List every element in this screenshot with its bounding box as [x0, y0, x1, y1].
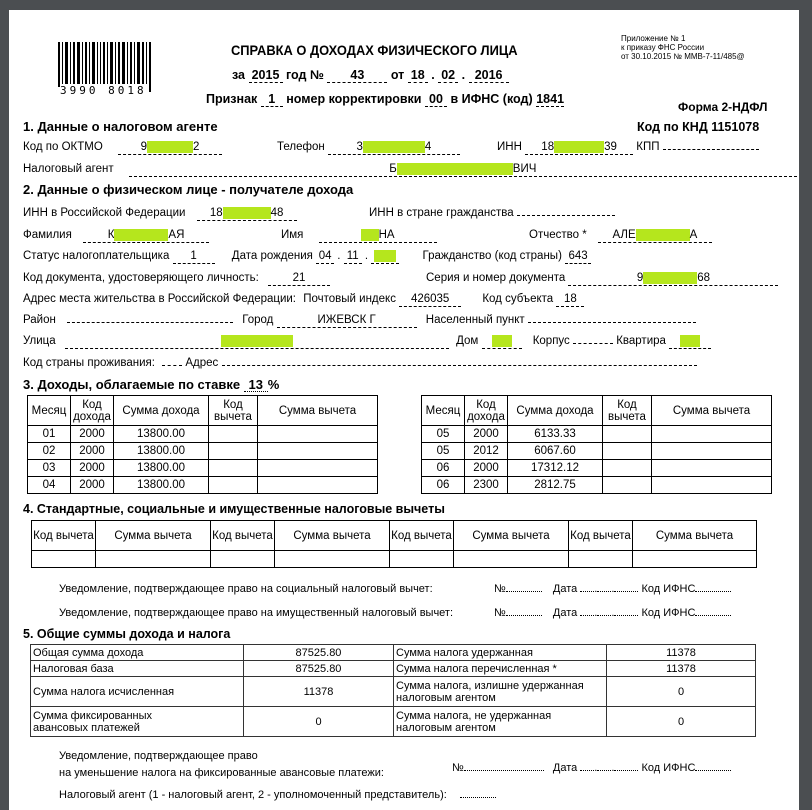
table-row: 04 2000 13800.00	[28, 477, 378, 494]
section4-title: 4. Стандартные, социальные и имущественные налоговые вычеты	[23, 502, 445, 516]
barcode-number: 3990 8018	[60, 84, 147, 97]
region-field: 18	[556, 293, 584, 307]
property-notice-row: Уведомление, подтверждающее право на имущественный налоговый вычет:	[59, 607, 454, 619]
sign-field: 1	[261, 93, 283, 107]
foreign-address-field	[222, 365, 697, 366]
social-ifns-field	[695, 591, 731, 592]
inn-rf-row: ИНН в Российской Федерации 18 48	[23, 207, 297, 221]
table-row: 05 2012 6067.60	[422, 443, 772, 460]
street-row: Улица Дом Корпус Квартира	[23, 335, 711, 349]
table-row: 03 2000 13800.00	[28, 460, 378, 477]
agent-type-field	[460, 797, 496, 798]
country-field	[162, 365, 182, 366]
section2-title: 2. Данные о физическом лице - получателе дохода	[23, 182, 354, 197]
advance-date-field	[614, 770, 638, 771]
oktmo-field: 9 2	[118, 141, 222, 155]
date-month-field: 02	[438, 69, 458, 83]
name-field: НА	[319, 229, 437, 243]
district-field	[67, 322, 233, 323]
citizenship-field: 643	[565, 250, 591, 264]
appendix-note: Приложение № 1 к приказу ФНС России от 30.10.2015 № ММВ-7-11/485@	[621, 34, 745, 61]
birth-month-field: 11	[344, 250, 362, 264]
section3-title: 3. Доходы, облагаемые по ставке 13 %	[23, 377, 280, 392]
country-row: Код страны проживания: Адрес	[23, 357, 697, 369]
kpp-field	[663, 149, 759, 150]
doc-row: Код документа, удостоверяющего личность: 21	[23, 272, 330, 286]
agent-name-field: Б ВИЧ	[129, 163, 797, 177]
table-row: Сумма налога исчисленная 11378 Сумма налога, излишне удержанная налоговым агентом 0	[31, 677, 756, 707]
agent-name-row: Налоговый агент Б ВИЧ	[23, 163, 797, 177]
number-field: 43	[327, 69, 387, 83]
city-field: ИЖЕВСК Г	[277, 314, 417, 328]
status-row: Статус налогоплательщика 1 Дата рождения 04 . 11 . Гражданство (код страны) 643	[23, 250, 591, 264]
section1-title: 1. Данные о налоговом агенте	[23, 119, 218, 134]
table-row: Общая сумма дохода 87525.80 Сумма налога удержанная 11378	[31, 645, 756, 661]
status-field: 1	[173, 250, 215, 264]
income-table-right: Месяц Код дохода Сумма дохода Код вычета Сумма вычета 05 2000 6133.33 05 2012 6067.60 06 2000 17312.12 06 2300 2812.75	[421, 395, 772, 494]
birth-year-field	[371, 250, 399, 264]
doc-series-field: 9 68	[568, 272, 778, 286]
patronymic-row: Отчество * АЛЕ А	[529, 229, 712, 243]
ifns-field: 1841	[536, 92, 565, 106]
correction-field: 00	[425, 93, 447, 107]
flat-field	[669, 335, 711, 349]
table-row: 01 2000 13800.00	[28, 426, 378, 443]
table-row: 05 2000 6133.33	[422, 426, 772, 443]
advance-ifns-field	[695, 770, 731, 771]
doc-series-row: Серия и номер документа 9 68	[426, 272, 778, 286]
phone-field: 3 4	[328, 141, 460, 155]
phone-row: Телефон 3 4	[277, 141, 460, 155]
locality-field	[528, 322, 696, 323]
house-field	[482, 335, 522, 349]
property-ifns-field	[695, 615, 731, 616]
header-sign-line: Признак 1 номер корректировки 00 в ИФНС (код) 1841	[206, 92, 565, 106]
patronymic-field: АЛЕ А	[598, 229, 712, 243]
oktmo-row: Код по ОКТМО 9 2	[23, 141, 222, 155]
agent-inn-row: ИНН 18 39 КПП	[497, 141, 759, 155]
table-row: Сумма фиксированных авансовых платежей 0 Сумма налога, не удержанная налоговым агентом 0	[31, 707, 756, 737]
advance-notice: Уведомление, подтверждающее право на уменьшение налога на фиксированные авансовые платежи:	[59, 750, 384, 779]
property-date-field	[614, 615, 638, 616]
property-no-field	[506, 615, 542, 616]
doc-code-field: 21	[268, 272, 330, 286]
street-field	[65, 335, 449, 349]
table-row: 06 2000 17312.12	[422, 460, 772, 477]
inn-foreign-field	[517, 215, 615, 216]
header-year-line: за 2015 год № 43 от 18 . 02 . 2016	[232, 68, 509, 83]
name-row: Имя НА	[281, 229, 437, 243]
agent-type-row: Налоговый агент (1 - налоговый агент, 2 - уполномоченный представитель):	[59, 789, 496, 801]
document-page: 3990 8018 СПРАВКА О ДОХОДАХ ФИЗИЧЕСКОГО ЛИЦА за 2015 год № 43 от 18 . 02 . 2016 Признак 1 номер корректировки 00 в ИФНС (код) 1841 Приложение № 1 к приказу ФНС России от 30.10.2015 № ММВ-7-11/485@ Форма 2-НДФЛ Код по КНД 1151078 1. Данные о налоговом агенте Код по ОКТМО 9 2 Телефон 3 4 ИНН 18 39 КПП Налоговый агент Б ВИЧ 2. Данные о физическом лице - получателе дохода ИНН в Российской Федерации 18 48 ИНН в стране гражданства Фамилия К АЯ Имя НА Отчество * АЛЕ А Статус налогоплательщика 1 Дата рождения 04 . 11 . Гражданство (код страны) 643 Код документа, удостоверяющего личность: 21 Серия и номер документа 9 68 Адрес места жительства в Российской Федерации: Почтовый индекс 426035 Код субъекта 18 Район Город ИЖЕВСК Г Населенный пункт Улица Дом Корпус Квартира Код страны проживания: Адрес 3. Доходы, облагаемые по ставке 13 % Месяц Код дохода Сумма дохода Код вычета Сумма вычета 01 2000 13800.00 02 2000 13800.00 03 2000 13800.00 04 2000 13800.00 Месяц Код дохода Сумма дохода Код вычета Сумма вычета 05 2000 6133.33 05 2012 6067.60 06 2000 17312.12 06 2300 2812.75 4. Стандартные, социальные и имущественные налоговые вычеты Код вычета Сумма вычета Код вычета Сумма вычета Код вычета Сумма вычета Код вычета Сумма вычета Уведомление, подтверждающее право на социальный налоговый вычет: № Дата . . Код ИФНС Уведомление, подтверждающее право на имущественный налоговый вычет: № Дата . . Код ИФНС 5. Общие суммы дохода и налога Общая сумма дохода 87525.80 Сумма налога удержанная 11378 Налоговая база 87525.80 Сумма налога перечисленная * 11378 Сумма налога исчисленная 11378 Сумма налога, излишне удержанная налоговым агентом 0 Сумма фиксированных авансовых платежей 0 Сумма налога, не удержанная налоговым агентом 0 Уведомление, подтверждающее право на уменьшение налога на фиксированные авансовые платежи: № Дата . . Код ИФНС Налоговый агент (1 - налоговый агент, 2 - уполномоченный представитель):	[9, 10, 799, 810]
inn-rf-field: 18 48	[197, 207, 297, 221]
social-notice-row: Уведомление, подтверждающее право на социальный налоговый вычет:	[59, 583, 433, 595]
knd-code: Код по КНД 1151078	[637, 120, 760, 134]
table-row: 06 2300 2812.75	[422, 477, 772, 494]
table-row: Налоговая база 87525.80 Сумма налога перечисленная * 11378	[31, 661, 756, 677]
surname-field: К АЯ	[83, 229, 209, 243]
document-title: СПРАВКА О ДОХОДАХ ФИЗИЧЕСКОГО ЛИЦА	[231, 42, 518, 58]
social-no-field	[506, 591, 542, 592]
form-name: Форма 2-НДФЛ	[678, 100, 768, 114]
deductions-table: Код вычета Сумма вычета Код вычета Сумма вычета Код вычета Сумма вычета Код вычета Сумма вычета	[31, 520, 757, 568]
inn-foreign-row: ИНН в стране гражданства	[369, 207, 615, 219]
section5-title: 5. Общие суммы дохода и налога	[23, 627, 231, 641]
date-year-field: 2016	[469, 69, 509, 83]
totals-table	[30, 644, 756, 737]
city-row: Район Город ИЖЕВСК Г Населенный пункт	[23, 314, 696, 328]
table-row	[32, 551, 757, 568]
table-row: 02 2000 13800.00	[28, 443, 378, 460]
postal-field: 426035	[399, 293, 461, 307]
year-field: 2015	[249, 69, 283, 83]
advance-no-field	[464, 770, 544, 771]
date-day-field: 18	[408, 69, 428, 83]
barcode	[58, 42, 158, 97]
building-field	[573, 343, 613, 344]
rate-field: 13	[244, 378, 268, 392]
agent-inn-field: 18 39	[525, 141, 633, 155]
birth-day-field: 04	[316, 250, 334, 264]
social-date-field	[614, 591, 638, 592]
surname-row: Фамилия К АЯ	[23, 229, 209, 243]
income-table-left: Месяц Код дохода Сумма дохода Код вычета Сумма вычета 01 2000 13800.00 02 2000 13800.00 03 2000 13800.00 04 2000 13800.00	[27, 395, 378, 494]
address-row: Адрес места жительства в Российской Федерации: Почтовый индекс 426035 Код субъекта 18	[23, 293, 584, 307]
